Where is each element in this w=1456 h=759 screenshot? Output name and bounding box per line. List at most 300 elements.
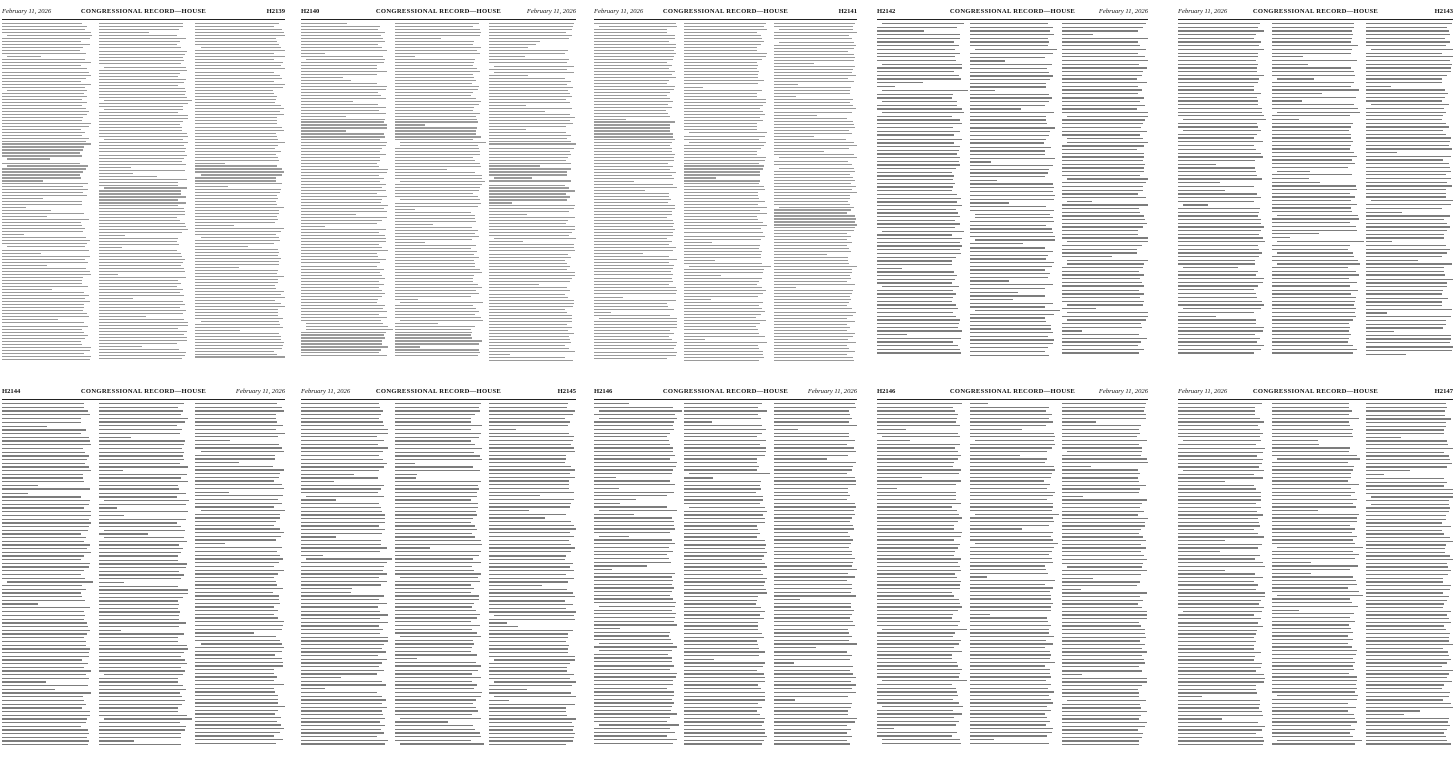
text-line	[1366, 189, 1446, 190]
text-line	[301, 703, 382, 704]
text-line	[195, 499, 278, 500]
text-line	[1272, 290, 1358, 291]
text-line	[99, 645, 188, 646]
text-line	[301, 127, 387, 128]
text-line	[301, 80, 351, 81]
text-line	[774, 403, 855, 404]
text-line	[301, 278, 385, 279]
text-line	[877, 190, 952, 191]
text-line	[1178, 722, 1258, 723]
text-line	[2, 740, 89, 741]
text-line	[1067, 451, 1142, 452]
text-line	[1178, 429, 1260, 430]
text-line	[684, 444, 760, 445]
text-line	[195, 739, 283, 740]
text-line	[1366, 600, 1447, 601]
text-line	[970, 288, 1046, 289]
text-line	[774, 248, 849, 249]
text-line	[1366, 293, 1442, 294]
text-line	[1366, 256, 1442, 257]
text-line	[970, 673, 1051, 674]
text-line	[99, 681, 178, 682]
text-line	[301, 648, 382, 649]
text-line	[599, 410, 682, 411]
text-line	[99, 70, 187, 71]
text-line	[779, 157, 857, 158]
text-line	[2, 566, 89, 567]
text-line	[594, 735, 667, 736]
text-line	[1067, 304, 1142, 305]
text-line	[494, 659, 575, 660]
text-line	[99, 652, 184, 653]
text-line	[774, 183, 851, 184]
text-line	[2, 552, 91, 553]
text-line	[1366, 585, 1451, 586]
text-line	[99, 567, 186, 568]
text-line	[774, 139, 846, 140]
text-line	[1272, 249, 1348, 250]
text-line	[1062, 164, 1145, 165]
text-line	[1062, 308, 1096, 309]
text-line	[1062, 614, 1147, 615]
text-line	[301, 98, 386, 99]
text-line	[301, 172, 387, 173]
text-line	[395, 257, 479, 258]
text-line	[301, 110, 379, 111]
text-line	[2, 522, 91, 523]
text-line	[1366, 305, 1442, 306]
text-line	[594, 148, 672, 149]
text-line	[1366, 640, 1449, 641]
text-line	[684, 180, 760, 181]
text-line	[684, 458, 757, 459]
text-line	[2, 696, 83, 697]
text-line	[395, 725, 473, 726]
text-line	[489, 444, 571, 445]
text-line	[1178, 60, 1256, 61]
text-line	[1366, 452, 1444, 453]
text-line	[877, 108, 962, 109]
text-line	[1272, 352, 1353, 353]
text-line	[2, 53, 86, 54]
text-line	[1272, 196, 1355, 197]
page-date: February 11, 2026	[1178, 8, 1228, 15]
text-line	[395, 588, 474, 589]
text-line	[1366, 41, 1450, 42]
text-line	[489, 257, 571, 258]
text-line	[395, 35, 480, 36]
text-line	[1178, 522, 1259, 523]
text-line	[684, 462, 757, 463]
text-line	[1366, 732, 1444, 733]
text-line	[489, 327, 572, 328]
text-line	[1178, 448, 1265, 449]
text-line	[489, 129, 526, 130]
text-line	[774, 154, 854, 155]
text-line	[1062, 518, 1148, 519]
text-line	[1366, 662, 1447, 663]
text-line	[395, 540, 481, 541]
text-line	[1272, 495, 1351, 496]
text-line	[684, 552, 767, 553]
text-line	[301, 346, 388, 347]
text-line	[877, 30, 924, 31]
text-line	[594, 290, 677, 291]
text-line	[99, 463, 180, 464]
text-line	[1366, 673, 1449, 674]
text-line	[1178, 474, 1254, 475]
text-line	[1062, 644, 1145, 645]
text-line	[1062, 78, 1137, 79]
text-line	[395, 459, 482, 460]
text-line	[1366, 415, 1445, 416]
text-line	[1062, 156, 1144, 157]
text-line	[1062, 715, 1141, 716]
page-date: February 11, 2026	[594, 8, 644, 15]
text-line	[2, 237, 86, 238]
text-line	[684, 174, 760, 175]
text-line	[774, 66, 855, 67]
text-line	[594, 539, 672, 540]
text-line	[1067, 142, 1148, 143]
text-line	[489, 466, 571, 467]
text-line	[395, 317, 481, 318]
text-line	[195, 210, 279, 211]
text-line	[684, 336, 765, 337]
text-line	[774, 492, 848, 493]
text-line	[1062, 56, 1145, 57]
text-line	[2, 129, 81, 130]
text-line	[1366, 338, 1451, 339]
text-line	[395, 477, 416, 478]
text-line	[970, 488, 1048, 489]
text-line	[400, 142, 486, 143]
text-line	[1272, 308, 1356, 309]
text-line	[195, 676, 277, 677]
text-line	[395, 466, 473, 467]
text-line	[594, 447, 673, 448]
text-line	[774, 659, 850, 660]
text-line	[1178, 626, 1263, 627]
text-line	[1366, 112, 1446, 113]
text-line	[395, 332, 472, 333]
text-line	[99, 659, 185, 660]
text-line	[970, 473, 1052, 474]
text-line	[301, 119, 385, 120]
text-line	[195, 418, 275, 419]
text-line	[301, 566, 384, 567]
text-line	[594, 244, 669, 245]
text-line	[489, 303, 574, 304]
text-line	[395, 629, 472, 630]
text-line	[1272, 718, 1355, 719]
text-line	[195, 410, 283, 411]
text-line	[2, 338, 85, 339]
text-line	[195, 728, 284, 729]
text-line	[1178, 700, 1260, 701]
text-line	[877, 71, 954, 72]
text-line	[1277, 695, 1358, 696]
text-line	[301, 157, 380, 158]
text-line	[684, 555, 764, 556]
text-line	[1067, 116, 1148, 117]
text-line	[1366, 312, 1387, 313]
text-line	[489, 163, 571, 164]
text-line	[99, 322, 188, 323]
text-line	[594, 554, 667, 555]
text-line	[774, 275, 850, 276]
text-line	[395, 570, 474, 571]
text-line	[2, 496, 81, 497]
text-line	[877, 473, 959, 474]
text-line	[395, 160, 475, 161]
text-line	[1272, 688, 1357, 689]
text-line	[684, 729, 765, 730]
text-line	[1272, 204, 1357, 205]
text-line	[2, 168, 86, 169]
text-line	[195, 691, 274, 692]
text-line	[395, 518, 473, 519]
text-line	[7, 90, 86, 91]
text-line	[395, 172, 475, 173]
text-line	[1272, 49, 1352, 50]
text-line	[882, 436, 960, 437]
text-line	[1178, 215, 1258, 216]
text-line	[774, 315, 853, 316]
text-line	[1178, 190, 1225, 191]
text-line	[970, 421, 1054, 422]
text-line	[877, 517, 962, 518]
text-line	[1277, 171, 1310, 172]
text-line	[1062, 274, 1144, 275]
text-line	[195, 267, 238, 268]
text-line	[774, 84, 798, 85]
text-line	[1062, 345, 1138, 346]
text-line	[489, 455, 566, 456]
text-line	[877, 643, 959, 644]
text-line	[684, 296, 758, 297]
text-line	[1178, 41, 1261, 42]
text-line	[301, 181, 380, 182]
text-line	[1178, 249, 1259, 250]
text-line	[877, 506, 952, 507]
text-line	[395, 662, 476, 663]
text-line	[99, 57, 183, 58]
text-line	[395, 433, 481, 434]
text-line	[774, 707, 851, 708]
text-line	[970, 38, 1049, 39]
text-line	[395, 260, 474, 261]
text-line	[1277, 458, 1360, 459]
text-line	[594, 440, 669, 441]
text-line	[301, 595, 384, 596]
text-line	[195, 342, 284, 343]
text-line	[489, 190, 575, 191]
text-line	[594, 436, 667, 437]
text-line	[1272, 104, 1354, 105]
text-line	[2, 648, 90, 649]
text-line	[1178, 285, 1258, 286]
text-line	[489, 499, 574, 500]
text-line	[395, 499, 471, 500]
text-line	[195, 407, 281, 408]
text-line	[774, 78, 848, 79]
text-line	[1178, 633, 1256, 634]
text-line	[774, 245, 847, 246]
text-line	[774, 230, 854, 231]
text-line	[970, 436, 1055, 437]
text-line	[594, 53, 676, 54]
text-line	[1272, 86, 1351, 87]
text-line	[684, 688, 761, 689]
text-line	[395, 323, 438, 324]
page-number: H2141	[838, 8, 857, 15]
text-line	[684, 311, 765, 312]
text-line	[594, 312, 611, 313]
text-line	[1277, 241, 1364, 242]
text-line	[970, 94, 1049, 95]
text-line	[301, 536, 336, 537]
text-line	[1178, 178, 1262, 179]
text-line	[594, 458, 670, 459]
text-line	[1178, 600, 1261, 601]
text-line	[1366, 148, 1452, 149]
text-line	[1272, 665, 1353, 666]
text-line	[594, 473, 672, 474]
text-line	[970, 147, 1051, 148]
text-line	[1062, 607, 1142, 608]
text-line	[774, 466, 853, 467]
text-line	[395, 562, 481, 563]
text-line	[1272, 338, 1349, 339]
text-line	[1366, 30, 1449, 31]
text-line	[970, 355, 1049, 356]
text-line	[2, 65, 81, 66]
text-line	[301, 47, 382, 48]
text-line	[395, 236, 479, 237]
text-line	[2, 585, 82, 586]
text-line	[877, 699, 953, 700]
text-line	[2, 470, 91, 471]
text-line	[2, 335, 88, 336]
text-line	[2, 171, 83, 172]
text-line	[195, 207, 284, 208]
text-line	[99, 151, 185, 152]
text-line	[684, 242, 712, 243]
text-line	[99, 740, 134, 741]
text-line	[99, 733, 181, 734]
text-line	[684, 574, 763, 575]
text-line	[684, 511, 767, 512]
text-line	[877, 418, 957, 419]
text-line	[301, 588, 352, 589]
text-line	[1067, 319, 1145, 320]
text-line	[1178, 282, 1263, 283]
text-line	[774, 688, 852, 689]
text-line	[774, 99, 853, 100]
text-line	[395, 113, 480, 114]
text-line	[970, 562, 1053, 563]
text-line	[877, 38, 960, 39]
text-line	[594, 628, 620, 629]
text-line	[395, 281, 473, 282]
text-line	[1178, 511, 1257, 512]
text-line	[774, 233, 847, 234]
text-line	[877, 440, 910, 441]
text-line	[195, 297, 285, 298]
text-line	[1062, 496, 1083, 497]
text-line	[970, 403, 988, 404]
text-line	[1062, 670, 1142, 671]
text-line	[301, 308, 383, 309]
text-line	[494, 238, 576, 239]
text-line	[99, 410, 183, 411]
text-line	[195, 629, 282, 630]
text-line	[1178, 533, 1258, 534]
text-line	[599, 606, 675, 607]
text-line	[774, 72, 852, 73]
text-line	[301, 284, 384, 285]
text-line	[774, 354, 847, 355]
text-line	[301, 256, 378, 257]
text-line	[2, 633, 87, 634]
text-line	[1272, 222, 1350, 223]
text-line	[689, 266, 771, 267]
text-line	[1178, 156, 1263, 157]
text-line	[1366, 267, 1444, 268]
text-line	[1178, 418, 1260, 419]
text-line	[99, 145, 185, 146]
text-line	[1366, 196, 1446, 197]
text-line	[684, 317, 756, 318]
text-line	[970, 243, 1023, 244]
text-line	[489, 300, 574, 301]
text-line	[2, 68, 87, 69]
text-line	[1067, 178, 1148, 179]
text-line	[1178, 477, 1263, 478]
text-line	[1272, 562, 1311, 563]
text-line	[489, 168, 571, 169]
text-line	[594, 710, 671, 711]
text-line	[489, 440, 573, 441]
text-line	[877, 78, 961, 79]
text-line	[684, 136, 765, 137]
text-line	[1178, 499, 1261, 500]
text-line	[594, 187, 677, 188]
text-line	[1062, 316, 1147, 317]
text-line	[877, 469, 961, 470]
text-line	[970, 68, 1047, 69]
text-line	[774, 148, 849, 149]
text-line	[195, 436, 278, 437]
text-line	[594, 562, 671, 563]
text-line	[970, 610, 1051, 611]
text-line	[489, 160, 566, 161]
text-line	[195, 584, 277, 585]
text-line	[489, 56, 525, 57]
text-line	[970, 150, 1045, 151]
text-line	[684, 225, 767, 226]
text-line	[195, 710, 277, 711]
text-line	[1366, 45, 1446, 46]
text-line	[877, 119, 960, 120]
text-line	[195, 699, 277, 700]
text-line	[2, 231, 83, 232]
text-line	[1366, 548, 1445, 549]
text-line	[599, 26, 677, 27]
text-line	[877, 492, 956, 493]
text-line	[489, 633, 568, 634]
